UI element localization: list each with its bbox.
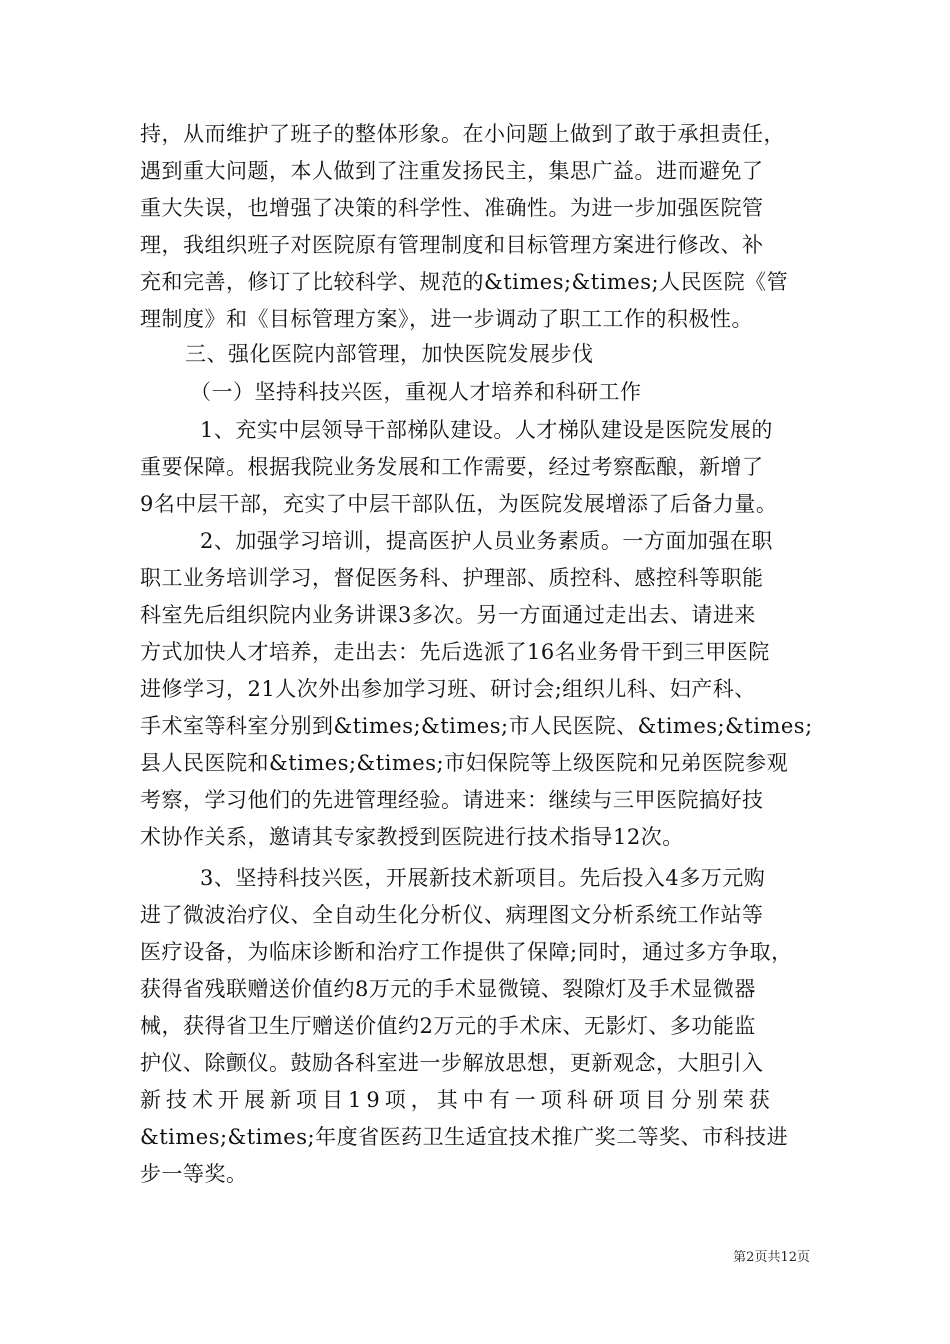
paragraph-line: 方式加快人才培养，走出去：先后选派了16名业务骨干到三甲医院 — [140, 640, 770, 664]
paragraph-line: 步一等奖。 — [140, 1162, 248, 1186]
paragraph-line: 遇到重大问题，本人做到了注重发扬民主，集思广益。进而避免了 — [140, 159, 764, 183]
paragraph-line: 2、加强学习培训，提高医护人员业务素质。一方面加强在职 — [200, 529, 773, 553]
paragraph-line: 进修学习，21人次外出参加学习班、研讨会;组织儿科、妇产科、 — [140, 677, 756, 701]
paragraph-line: 医疗设备，为临床诊断和治疗工作提供了保障;同时，通过多方争取， — [140, 940, 793, 964]
paragraph-line: 考察，学习他们的先进管理经验。请进来：继续与三甲医院搞好技 — [140, 788, 764, 812]
paragraph-line: 术协作关系，邀请其专家教授到医院进行技术指导12次。 — [140, 825, 684, 849]
paragraph-line: 重要保障。根据我院业务发展和工作需要，经过考察酝酿，新增了 — [140, 455, 764, 479]
paragraph-line: 理，我组织班子对医院原有管理制度和目标管理方案进行修改、补 — [140, 233, 764, 257]
section-heading: 三、强化医院内部管理，加快医院发展步伐 — [185, 342, 594, 366]
paragraph-line: 护仪、除颤仪。鼓励各科室进一步解放思想，更新观念，大胆引入 — [140, 1051, 764, 1075]
paragraph-line: 新技术开展新项目19项，其中有一项科研项目分别荣获 — [140, 1088, 775, 1112]
paragraph-line: 手术室等科室分别到&times;&times;市人民医院、&times;&times; — [140, 714, 813, 738]
page-number-footer: 第2页共12页 — [733, 1250, 810, 1265]
paragraph-line: 9名中层干部，充实了中层干部队伍，为医院发展增添了后备力量。 — [140, 492, 778, 516]
paragraph-line: 3、坚持科技兴医，开展新技术新项目。先后投入4多万元购 — [200, 866, 766, 890]
paragraph-line: 科室先后组织院内业务讲课3多次。另一方面通过走出去、请进来 — [140, 603, 756, 627]
paragraph-line: 1、充实中层领导干部梯队建设。人才梯队建设是医院发展的 — [200, 418, 773, 442]
paragraph-line: 充和完善，修订了比较科学、规范的&times;&times;人民医院《管 — [140, 270, 789, 294]
paragraph-line: &times;&times;年度省医药卫生适宜技术推广奖二等奖、市科技进 — [140, 1125, 789, 1149]
paragraph-line: 县人民医院和&times;&times;市妇保院等上级医院和兄弟医院参观 — [140, 751, 789, 775]
paragraph-line: 获得省残联赠送价值约8万元的手术显微镜、裂隙灯及手术显微器 — [140, 977, 756, 1001]
paragraph-line: 重大失误，也增强了决策的科学性、准确性。为进一步加强医院管 — [140, 196, 764, 220]
paragraph-line: 职工业务培训学习，督促医务科、护理部、质控科、感控科等职能 — [140, 566, 764, 590]
paragraph-line: 械，获得省卫生厅赠送价值约2万元的手术床、无影灯、多功能监 — [140, 1014, 756, 1038]
paragraph-line: 持，从而维护了班子的整体形象。在小问题上做到了敢于承担责任， — [140, 122, 785, 146]
paragraph-line: 进了微波治疗仪、全自动生化分析仪、病理图文分析系统工作站等 — [140, 903, 764, 927]
subsection-heading: （一）坚持科技兴医，重视人才培养和科研工作 — [190, 380, 642, 404]
paragraph-line: 理制度》和《目标管理方案》，进一步调动了职工工作的积极性。 — [140, 307, 753, 331]
